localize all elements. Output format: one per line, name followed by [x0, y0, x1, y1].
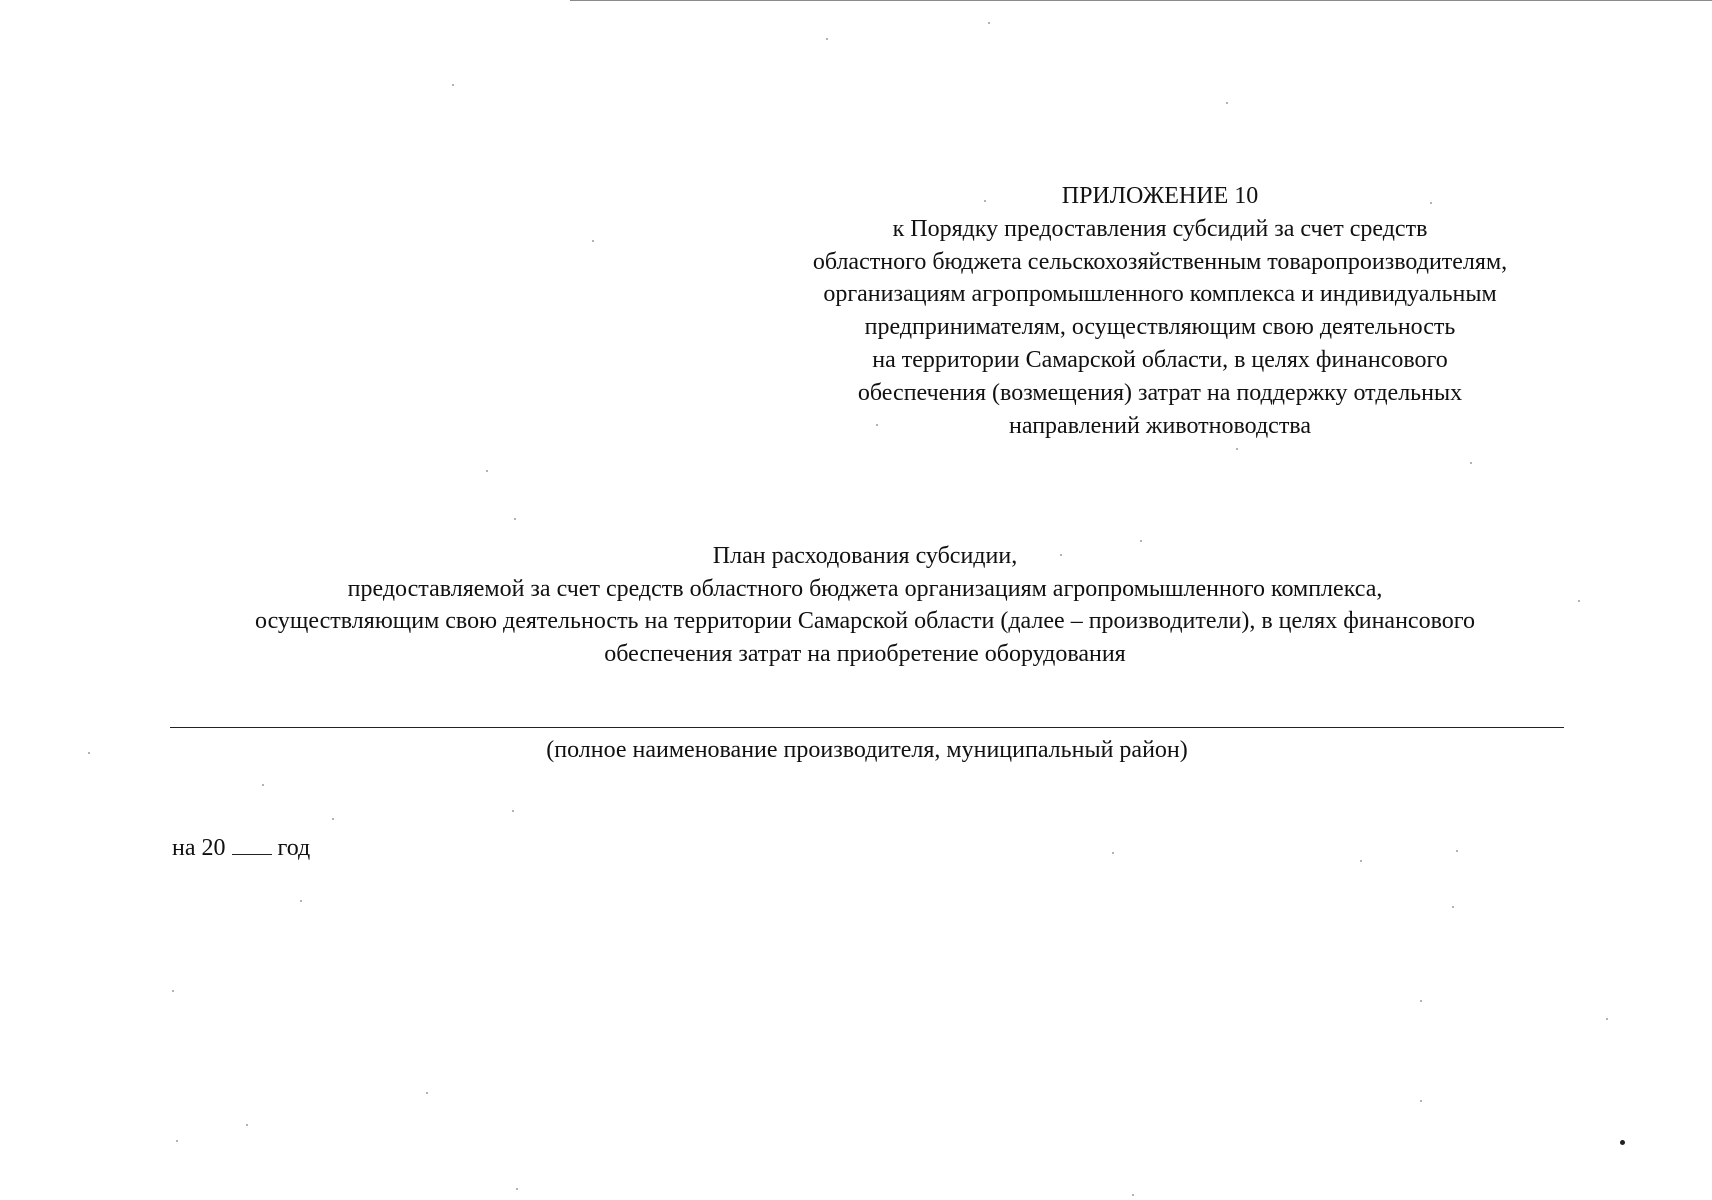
scan-speck [988, 22, 990, 24]
scan-speck [1060, 554, 1062, 556]
scan-speck [1606, 1018, 1608, 1020]
scan-speck [1420, 1100, 1422, 1102]
year-blank-field [232, 832, 272, 855]
producer-name-caption: (полное наименование производителя, муниципальный район) [546, 737, 1188, 763]
scan-speck [262, 784, 264, 786]
plan-title: План расходования субсидии, [712, 543, 1018, 569]
year-prefix: на 20 [172, 835, 226, 861]
appendix-line: направлений животноводства [1009, 412, 1311, 439]
appendix-title: ПРИЛОЖЕНИЕ 10 [1061, 183, 1259, 209]
scan-speck [246, 1124, 248, 1126]
plan-subtitle-line: обеспечения затрат на приобретение оборудования [604, 640, 1126, 667]
scan-speck [512, 810, 514, 812]
producer-name-field-line [170, 727, 1564, 728]
scan-speck [452, 84, 454, 86]
appendix-line: к Порядку предоставления субсидий за счет средств [892, 215, 1428, 242]
year-suffix: год [277, 835, 311, 861]
appendix-line: областного бюджета сельскохозяйственным товаропроизводителям, [812, 248, 1508, 275]
scan-speck [332, 818, 334, 820]
scan-speck [1620, 1140, 1625, 1145]
scan-speck [88, 752, 90, 754]
scan-speck [1132, 1194, 1134, 1196]
scan-speck [1456, 850, 1458, 852]
plan-heading [80, 540, 1650, 670]
scan-speck [1470, 462, 1472, 464]
scan-speck [514, 518, 516, 520]
plan-subtitle-line: предоставляемой за счет средств областного бюджета организациям агропромышленного комплекса, [347, 575, 1383, 602]
scan-speck [1226, 102, 1228, 104]
scan-speck [1112, 852, 1114, 854]
scan-speck [1420, 1000, 1422, 1002]
scan-speck [486, 470, 488, 472]
scan-speck [984, 200, 986, 202]
scan-speck [426, 1092, 428, 1094]
scan-speck [300, 900, 302, 902]
scan-speck [826, 38, 828, 40]
appendix-line: на территории Самарской области, в целях финансового [872, 346, 1448, 373]
scan-speck [1452, 906, 1454, 908]
scan-speck [1578, 600, 1580, 602]
scan-speck [516, 1188, 518, 1190]
scan-speck [1140, 540, 1142, 542]
scan-speck [592, 240, 594, 242]
scan-speck [1236, 448, 1238, 450]
scan-speck [876, 424, 878, 426]
appendix-line: предпринимателям, осуществляющим свою деятельность [864, 314, 1456, 341]
scan-speck [1360, 860, 1362, 862]
scan-speck [176, 1140, 178, 1142]
appendix-line: организациям агропромышленного комплекса и индивидуальным [823, 281, 1497, 308]
plan-subtitle-line: осуществляющим свою деятельность на территории Самарской области (далее – производители), в целях финансового [254, 608, 1475, 634]
appendix-line: обеспечения (возмещения) затрат на поддержку отдельных [857, 379, 1463, 406]
scan-speck [172, 990, 174, 992]
scan-speck [1430, 202, 1432, 204]
appendix-header [730, 180, 1590, 442]
year-row [172, 832, 310, 864]
scan-top-edge [570, 0, 1712, 1]
